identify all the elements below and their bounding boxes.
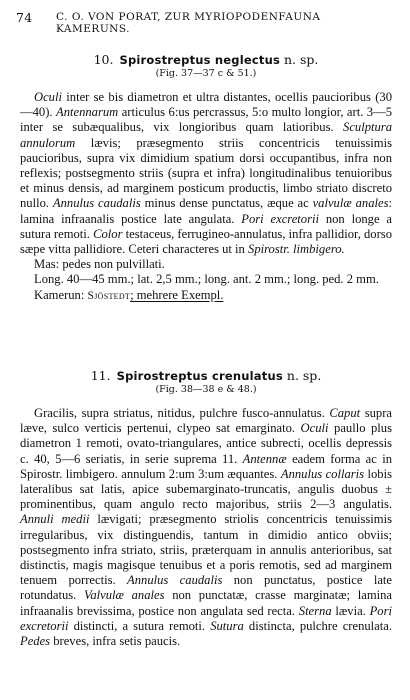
text-run: lævia. [331, 603, 370, 618]
text-run: paullo plus diametron 1 remoti, ovato-triangulares, antice subrecti, ocellis depressis c. 40, 5—6 seriatis, in serie suprema 11. [20, 421, 392, 466]
term-caput: Caput [329, 406, 361, 420]
text-run: supra læve, sulco verticis pertenui, clypeo sat emarginato. [20, 406, 392, 436]
figure-reference: (Fig. 38—38 e & 48.) [155, 384, 257, 395]
term-valvulae: valvulæ anales [312, 196, 389, 211]
species-number: 11. [90, 368, 111, 383]
term-oculi: Oculi [34, 90, 62, 104]
figure-reference: (Fig. 37—37 c & 51.) [155, 68, 257, 79]
species-10-description [20, 90, 392, 304]
text-run: lobis lateralibus sat latis, apice subemarginato-truncatis, angulis duobus ± prominentibus, quam angulo recto majoribus, striis 2—3 angulatis. [20, 466, 392, 512]
mas-line: Mas: pedes non pulvillati. [34, 257, 165, 272]
species-10-heading [20, 52, 392, 80]
term-pori: Pori excretorii [20, 603, 392, 633]
term-annuli-medii: Annuli medii [20, 512, 90, 527]
species-suffix: n. sp. [284, 52, 319, 67]
locality-line [20, 288, 392, 304]
species-name: Spirostreptus neglectus [119, 53, 281, 67]
page-header [16, 10, 392, 35]
text-run: minus dense punctatus, æque ac [140, 196, 313, 211]
text-run: testaceus, ferrugineo-annulatus, infra pallidior, dorso sæpe vitta pallidiore. Ceteri characteres ut in [20, 226, 392, 257]
term-pedes: Pedes [20, 634, 51, 649]
collector-name: Sjöstedt [87, 289, 131, 302]
species-title [20, 368, 392, 384]
text-run: non punctatus, postice late rotundatus. [20, 573, 393, 603]
term-annulus-collaris: Annulus collaris [280, 466, 365, 481]
text-run: inter se bis diametron et ultra distantes, ocellis paucioribus (30—40). [20, 90, 392, 120]
species-suffix: n. sp. [286, 368, 322, 383]
text-run: non longe a sutura remoti. [20, 211, 392, 241]
text-run: articulus 6:us percrassus, 5:o multo longior, art. 3—5 inter se subæqualibus, vix longioribus quam latioribus. [20, 105, 392, 135]
text-run: distincti, a sutura remoti. [68, 618, 211, 633]
term-oculi: Oculi [300, 421, 329, 436]
species-name: Spirostreptus crenulatus [116, 369, 283, 383]
term-antennarum: Antennarum [56, 105, 119, 120]
term-color: Color [93, 226, 123, 241]
text-run: non punctatæ, crasse marginatæ; lamina infraanalis brevissima, postice non angulata sed recta. [20, 588, 393, 618]
page-number: 74 [16, 10, 33, 25]
text-run: lævigati; præsegmento striolis concentricis tenuissimis irregularibus, vix distinguendis, tantum in dimidio antico obviis; postsegmento infra striato, striis, præterquam in annulis anterioribus, sat distinctis, magis magisque tenuibus et a poris remotis, sed ad marginem tenuem porrectis. [20, 512, 392, 588]
text-run: breves, infra setis paucis. [50, 634, 181, 649]
term-sculptura: Sculptura annulorum [20, 120, 392, 150]
term-sutura: Sutura [210, 618, 244, 633]
description-paragraph [20, 406, 392, 649]
locality-label: Kamerun: [34, 287, 88, 302]
measurements-line: Long. 40—45 mm.; lat. 2,5 mm.; long. ant. 2 mm.; long. ped. 2 mm. [34, 272, 379, 287]
species-title [20, 52, 392, 68]
species-11-description [20, 406, 392, 649]
term-valvulae: Valvulæ anales [84, 588, 165, 603]
term-sterna: Sterna [298, 603, 332, 618]
term-spirostr: Spirostr. limbigero. [248, 242, 345, 257]
term-annulus-caudalis: Annulus caudalis [52, 196, 141, 211]
text-run: : lamina infraanalis postice late angulata. [20, 196, 392, 226]
text-run: lævis; præsegmento striis concentricis tenuissimis paucioribus, supra vix dimidium spatium dorsi occupantibus, infra non reflexis; postsegmento striis (supra et infra) longitudinalibus tenuioribus et minus densis, ad marginem posticum productis, limbo striato discreto nullo. [20, 135, 392, 211]
locality-rest: ; mehrere Exempl. [130, 287, 224, 302]
term-antennae: Antennæ [242, 451, 287, 466]
running-title: C. O. VON PORAT, ZUR MYRIOPODENFAUNA KAMERUNS. [56, 11, 321, 35]
text-run: eadem forma ac in Spirostr. limbigero. annulum 2:um 3:um æquantes. [20, 451, 392, 481]
term-annulus-caudalis: Annulus caudalis [127, 573, 223, 588]
species-11-heading [20, 368, 392, 396]
description-paragraph [20, 90, 392, 257]
text-run: distincta, pulchre crenulata. [243, 618, 392, 633]
species-number: 10. [93, 52, 114, 67]
text-run: Gracilis, supra striatus, nitidus, pulchre fusco-annulatus. [34, 406, 330, 420]
term-pori: Pori excretorii [241, 211, 319, 226]
